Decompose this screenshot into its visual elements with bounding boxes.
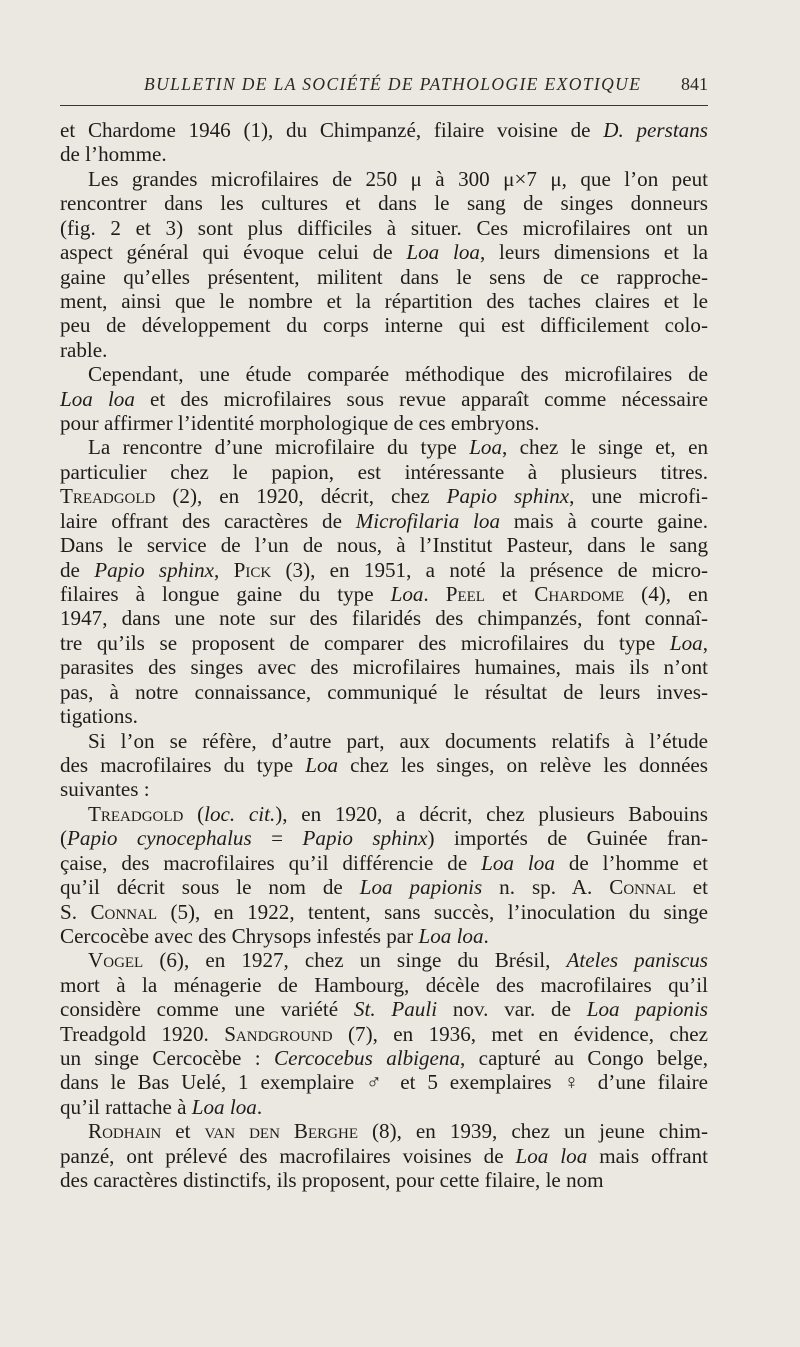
paragraph <box>60 1119 708 1192</box>
text-line <box>60 191 708 215</box>
italic-span: Loa loa <box>406 240 480 265</box>
text-line <box>60 753 708 777</box>
text-span: (2), en 1920, décrit, chez <box>155 484 447 509</box>
italic-span: Loa loa <box>191 1094 257 1119</box>
text-span: Dans le service de l’un de nous, à l’Institut Pasteur, dans le sang <box>60 533 708 558</box>
text-line <box>60 997 708 1021</box>
text-span: La rencontre d’une microfilaire du type <box>88 435 470 460</box>
author-name: Sandground <box>224 1021 333 1046</box>
italic-span: Loa <box>469 435 503 460</box>
text-span: mais à courte gaine. <box>500 508 709 533</box>
text-span: un singe Cercocèbe : <box>60 1046 275 1071</box>
text-span: ( <box>60 826 68 851</box>
author-name: Pick <box>233 557 272 582</box>
paragraph <box>60 729 708 802</box>
text-line <box>60 240 708 264</box>
text-line <box>60 313 708 337</box>
paragraph <box>60 948 708 1119</box>
text-line <box>60 704 708 728</box>
text-span: et des microfilaires sous revue apparaît comme nécessaire <box>134 386 708 411</box>
italic-span: Papio cynocephalus <box>67 826 252 851</box>
italic-span: Loa loa <box>515 1143 588 1168</box>
text-span: , leurs dimensions et la <box>479 240 708 265</box>
text-span: de l’homme. <box>60 142 167 167</box>
paragraph <box>60 167 708 362</box>
text-span: S. <box>60 899 91 924</box>
text-span: chez les singes, on relève les données <box>338 752 709 777</box>
author-name: Connal <box>90 899 158 924</box>
text-line <box>60 826 708 850</box>
text-span: , <box>702 630 708 655</box>
text-span: , <box>214 557 234 582</box>
italic-span: Loa <box>305 752 339 777</box>
text-span: nov. var. de <box>437 997 587 1022</box>
text-line <box>60 435 708 459</box>
text-span: = <box>251 826 303 851</box>
text-span: (4), en <box>624 582 708 607</box>
text-span: aspect général qui évoque celui de <box>60 240 407 265</box>
text-line <box>60 1046 708 1070</box>
text-span: panzé, ont prélevé des macrofilaires voisines de <box>60 1143 516 1168</box>
text-span: (fig. 2 et 3) sont plus difficiles à situer. Ces microfilaires ont un <box>60 215 708 240</box>
text-line <box>60 387 708 411</box>
text-span: (8), en 1939, chez un jeune chim- <box>358 1119 708 1144</box>
text-span: qu’il décrit sous le nom de <box>60 875 360 900</box>
text-span: . <box>423 582 446 607</box>
text-span: 1947, dans une note sur des filaridés des chimpanzés, font connaî- <box>60 606 708 631</box>
paragraph <box>60 118 708 167</box>
paragraph <box>60 362 708 435</box>
text-span: et <box>161 1119 205 1144</box>
text-span: Les grandes microfilaires de 250 μ à 300 μ×7 μ, que l’on peut <box>88 166 708 191</box>
italic-span: D. perstans <box>603 118 708 142</box>
italic-span: Loa loa <box>60 386 135 411</box>
text-span: peu de développement du corps interne qui est difficilement colo- <box>60 313 708 338</box>
author-name: Chardome <box>534 582 625 607</box>
text-span: , chez le singe et, en <box>502 435 708 460</box>
text-line <box>60 509 708 533</box>
text-span: mais offrant <box>587 1143 709 1168</box>
text-line <box>60 411 708 435</box>
text-span: qu’il rattache à <box>60 1094 192 1119</box>
text-line <box>60 1144 708 1168</box>
paragraph <box>60 802 708 949</box>
text-span: suivantes : <box>60 777 150 802</box>
italic-span: Papio sphinx <box>94 557 215 582</box>
text-line <box>60 606 708 630</box>
running-title: BULLETIN DE LA SOCIÉTÉ DE PATHOLOGIE EXOTIQUE <box>144 74 642 94</box>
text-span: considère comme une variété <box>60 997 354 1022</box>
author-name: van den Berghe <box>204 1119 358 1144</box>
text-span: . <box>483 923 489 948</box>
text-line <box>60 851 708 875</box>
text-line <box>60 484 708 508</box>
text-line <box>60 777 708 801</box>
paragraph <box>60 435 708 728</box>
italic-span: Cercocebus albigena <box>274 1046 461 1071</box>
author-name: Connal <box>609 875 676 900</box>
text-line <box>60 142 708 166</box>
text-line <box>60 948 708 972</box>
text-line <box>60 1095 708 1119</box>
text-span: dans le Bas Uelé, 1 exemplaire ♂ et 5 exemplaires ♀ d’une filaire <box>60 1070 708 1095</box>
text-line <box>60 265 708 289</box>
text-span: Cercocèbe avec des Chrysops infestés par <box>60 923 419 948</box>
italic-span: Loa loa <box>418 923 484 948</box>
text-span: Cependant, une étude comparée méthodique des microfilaires de <box>88 362 708 387</box>
text-line <box>60 631 708 655</box>
text-span: des caractères distinctifs, ils proposent, pour cette filaire, le nom <box>60 1168 604 1193</box>
text-span: n. sp. A. <box>482 875 610 900</box>
italic-span: Loa loa <box>481 850 555 875</box>
header-rule <box>60 105 708 106</box>
text-span: filaires à longue gaine du type <box>60 582 391 607</box>
text-span: (6), en 1927, chez un singe du Brésil, <box>143 948 567 973</box>
text-line <box>60 729 708 753</box>
italic-span: Loa papionis <box>359 875 483 900</box>
italic-span: loc. cit. <box>204 801 276 826</box>
text-span: . <box>256 1094 263 1119</box>
author-name: Rodhain <box>88 1119 162 1144</box>
text-line <box>60 802 708 826</box>
text-line <box>60 558 708 582</box>
text-span: mort à la ménagerie de Hambourg, décèle des macrofilaires qu’il <box>60 972 708 997</box>
italic-span: Papio sphinx <box>446 484 570 509</box>
italic-span: St. Pauli <box>353 997 438 1022</box>
text-line <box>60 1070 708 1094</box>
text-line <box>60 582 708 606</box>
text-span: , capturé au Congo belge, <box>460 1046 708 1071</box>
text-line <box>60 680 708 704</box>
italic-span: Loa <box>669 630 703 655</box>
text-span: rencontrer dans les cultures et dans le sang de singes donneurs <box>60 191 708 216</box>
italic-span: Ateles paniscus <box>566 948 708 973</box>
page-header <box>60 74 708 102</box>
author-name: Treadgold <box>88 801 184 826</box>
body-text <box>60 118 708 1193</box>
text-span: ( <box>183 801 205 826</box>
text-span: (5), en 1922, tentent, sans succès, l’inoculation du singe <box>157 899 708 924</box>
text-span: tre qu’ils se proposent de comparer des microfilaires du type <box>60 630 670 655</box>
text-span: et <box>675 875 708 900</box>
author-name: Peel <box>445 582 485 607</box>
text-line <box>60 1022 708 1046</box>
text-line <box>60 1119 708 1143</box>
text-line <box>60 289 708 313</box>
text-span: et <box>484 582 535 607</box>
text-line <box>60 973 708 997</box>
text-line <box>60 924 708 948</box>
italic-span: Loa papionis <box>586 997 709 1022</box>
text-span: et Chardome 1946 (1), du Chimpanzé, filaire voisine de <box>60 118 604 142</box>
text-span: , une microfi- <box>569 484 709 509</box>
italic-span: Loa <box>390 582 424 607</box>
text-line <box>60 1168 708 1192</box>
text-span: çaise, des macrofilaires qu’il différencie de <box>60 850 482 875</box>
italic-span: Microfilaria loa <box>355 508 500 533</box>
text-span: de <box>60 557 95 582</box>
text-span: ment, ainsi que le nombre et la répartition des taches claires et le <box>60 288 708 313</box>
text-line <box>60 875 708 899</box>
page-number: 841 <box>681 74 708 94</box>
text-line <box>60 118 708 142</box>
author-name: Vogel <box>88 948 144 973</box>
text-span: pas, à notre connaissance, communiqué le résultat de leurs inves- <box>60 679 708 704</box>
text-line <box>60 216 708 240</box>
text-span: parasites des singes avec des microfilaires humaines, mais ils n’ont <box>60 655 708 680</box>
text-line <box>60 460 708 484</box>
text-line <box>60 655 708 679</box>
text-span: (3), en 1951, a noté la présence de micro- <box>271 557 709 582</box>
text-span: laire offrant des caractères de <box>60 508 356 533</box>
text-line <box>60 533 708 557</box>
text-line <box>60 338 708 362</box>
text-span: de l’homme et <box>554 850 708 875</box>
text-span: Treadgold 1920. <box>60 1021 225 1046</box>
text-span: pour affirmer l’identité morphologique de ces embryons. <box>60 411 540 436</box>
text-span: rable. <box>60 337 108 362</box>
text-span: (7), en 1936, met en évidence, chez <box>332 1021 708 1046</box>
text-span: Si l’on se réfère, d’autre part, aux documents relatifs à l’étude <box>88 728 708 753</box>
text-span: ) importés de Guinée fran- <box>427 826 708 851</box>
author-name: Treadgold <box>60 484 156 509</box>
text-span: des macrofilaires du type <box>60 752 306 777</box>
text-span: tigations. <box>60 704 138 729</box>
text-span: gaine qu’elles présentent, militent dans le sens de ce rapproche- <box>60 264 708 289</box>
text-line <box>60 167 708 191</box>
text-span: particulier chez le papion, est intéressante à plusieurs titres. <box>60 459 708 484</box>
text-span: ), en 1920, a décrit, chez plusieurs Babouins <box>275 801 708 826</box>
text-line <box>60 362 708 386</box>
text-line <box>60 900 708 924</box>
italic-span: Papio sphinx <box>302 826 428 851</box>
